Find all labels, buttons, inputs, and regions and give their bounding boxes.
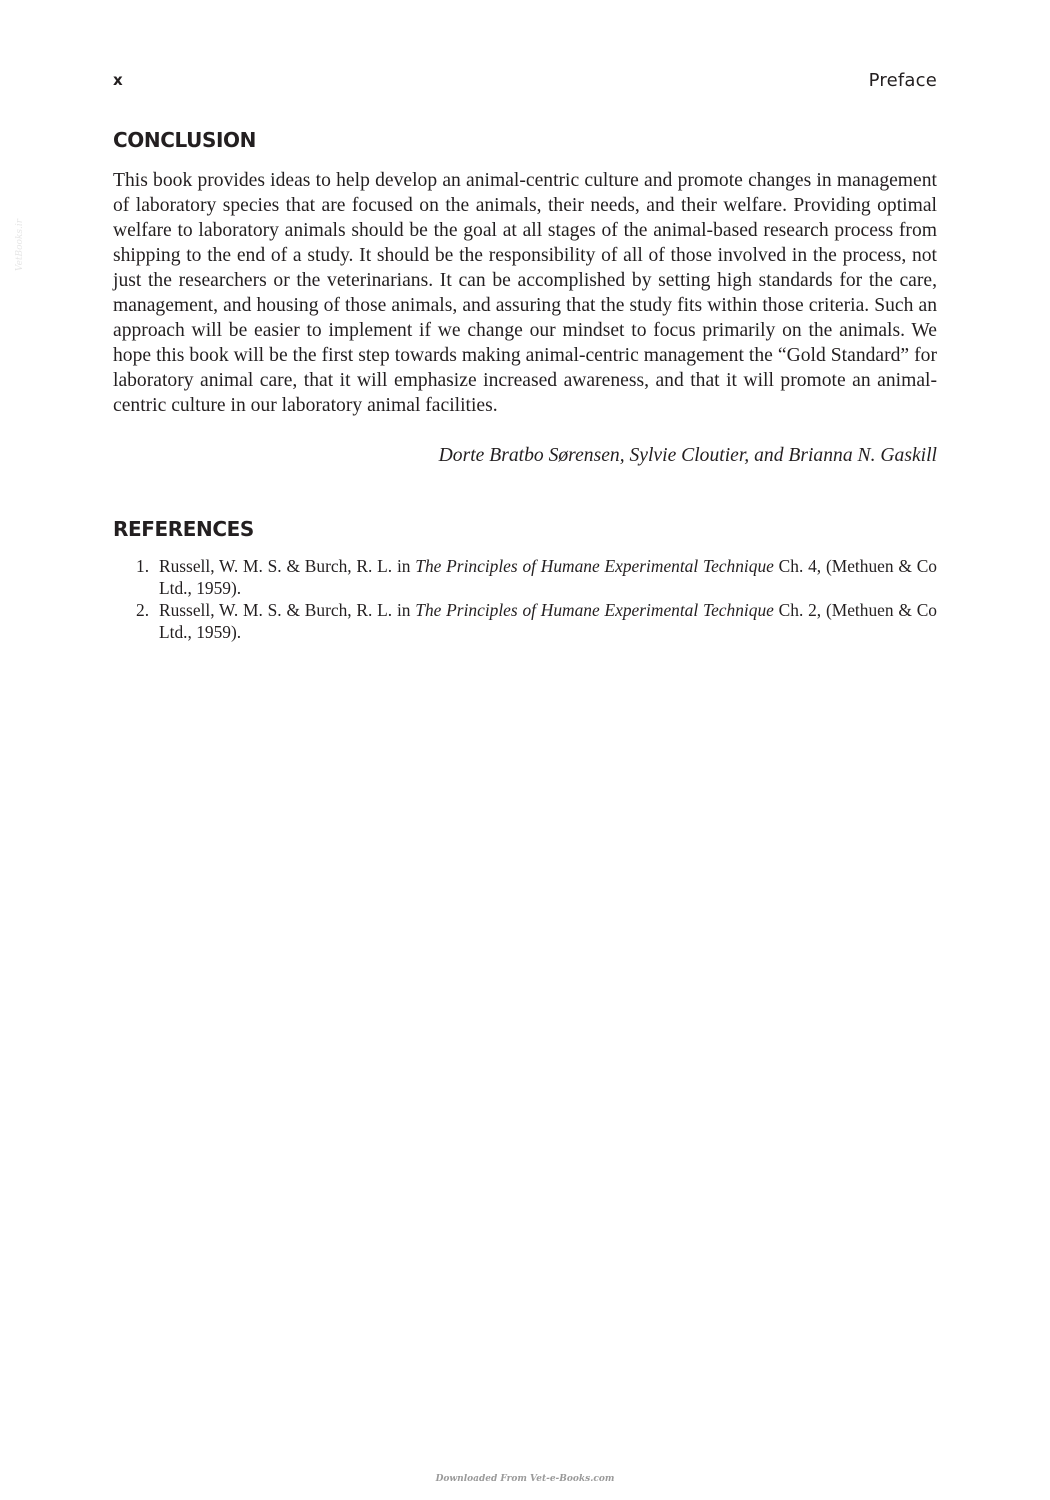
reference-title: The Principles of Humane Experimental Technique (415, 600, 774, 620)
reference-details: Ch. 2, (Methuen & Co Ltd., 1959). (159, 600, 937, 642)
footer-watermark: Downloaded From Vet-e-Books.com (435, 1474, 615, 1484)
conclusion-paragraph: This book provides ideas to help develop an animal-centric culture and promote changes in management of laboratory species that are focused on the animals, their needs, and their welfare. Providing optimal welfare to laboratory animals should be the goal at all stages of the animal-based research process from shipping to the end of a study. It should be the responsibility of all of those involved in the process, not just the researchers or the veterinarians. It can be accomplished by setting high standards for the care, management, and housing of those animals, and assuring that the study fits within those criteria. Such an approach will be easier to implement if we change our mindset to focus primarily on the animals. We hope this book will be the first step towards making animal-centric management the “Gold Standard” for laboratory animal care, that it will emphasize increased awareness, and that it will promote an animal-centric culture in our laboratory animal facilities. (113, 170, 937, 416)
reference-number: 1. (136, 556, 150, 576)
reference-details: Ch. 4, (Methuen & Co Ltd., 1959). (159, 556, 937, 598)
side-watermark: VetBooks.ir (15, 218, 26, 272)
running-head: Preface (868, 70, 937, 91)
reference-authors: Russell, W. M. S. & Burch, R. L. in (159, 556, 416, 576)
page-content (113, 126, 937, 643)
reference-authors: Russell, W. M. S. & Burch, R. L. in (159, 600, 416, 620)
references-heading: REFERENCES (113, 517, 254, 541)
conclusion-heading: CONCLUSION (113, 128, 256, 152)
reference-list (113, 555, 937, 643)
page-number: x (113, 71, 123, 89)
reference-title: The Principles of Humane Experimental Technique (415, 556, 774, 576)
reference-item (113, 555, 937, 599)
reference-number: 2. (136, 600, 150, 620)
reference-item (113, 599, 937, 643)
author-signature: Dorte Bratbo Sørensen, Sylvie Cloutier, and Brianna N. Gaskill (438, 445, 937, 466)
